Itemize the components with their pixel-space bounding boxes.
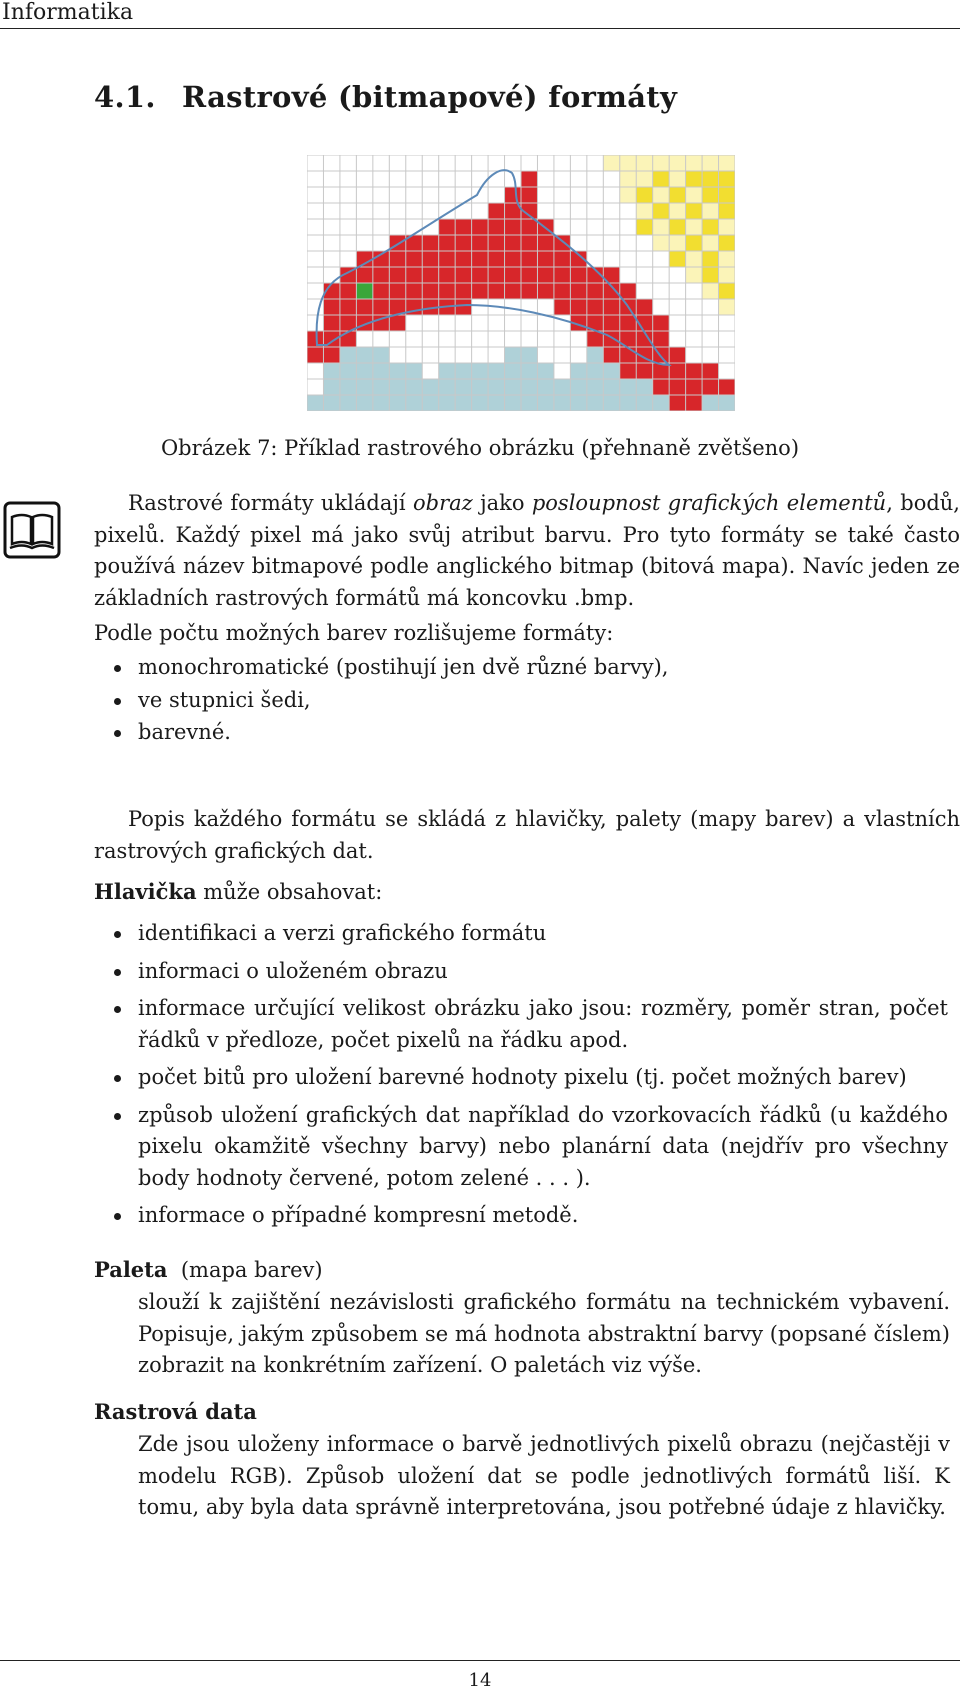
dolphin-pixel [620,283,636,299]
dolphin-pixel [554,299,570,315]
dolphin-pixel [505,187,521,203]
sun-pixel-light [653,235,669,251]
dolphin-pixel [505,283,521,299]
water-pixel [340,347,356,363]
water-pixel [340,395,356,411]
dolphin-pixel [455,251,471,267]
dolphin-pixel [653,379,669,395]
footer-rule [0,1660,960,1661]
water-pixel [356,363,372,379]
dolphin-pixel [488,219,504,235]
dolphin-pixel [455,235,471,251]
sun-pixel [669,251,685,267]
dolphin-pixel [521,251,537,267]
dolphin-pixel [719,379,735,395]
dolphin-pixel [669,347,685,363]
header-rule [0,28,960,29]
dolphin-pixel [439,283,455,299]
dolphin-pixel [488,251,504,267]
dolphin-pixel [406,283,422,299]
water-pixel [455,363,471,379]
water-pixel [389,395,405,411]
list-item: počet bitů pro uložení barevné hodnoty pixelu (tj. počet možných barev) [110,1062,948,1094]
water-pixel [702,395,718,411]
water-pixel [603,379,619,395]
sun-pixel-light [653,187,669,203]
dolphin-pixel [389,267,405,283]
water-pixel [570,379,586,395]
dolphin-pixel [603,299,619,315]
sun-pixel-light [620,187,636,203]
dolphin-eye-pixel [356,283,372,299]
intro-paragraph [94,488,960,614]
intro-text-e: , bodů, [886,491,960,515]
water-pixel [570,363,586,379]
sun-pixel-light [719,219,735,235]
sun-pixel-light [702,155,718,171]
dolphin-pixel [505,267,521,283]
dolphin-pixel [488,283,504,299]
sun-pixel-light [686,267,702,283]
dolphin-pixel [686,363,702,379]
water-pixel [406,363,422,379]
water-pixel [422,379,438,395]
dolphin-pixel [439,251,455,267]
dolphin-pixel [439,267,455,283]
water-pixel [587,347,603,363]
sun-pixel [669,187,685,203]
water-pixel [587,363,603,379]
water-pixel [356,379,372,395]
dolphin-pixel [587,283,603,299]
dolphin-pixel [323,315,339,331]
water-pixel [439,363,455,379]
water-pixel [505,347,521,363]
sun-pixel-light [702,203,718,219]
water-pixel [307,395,323,411]
dolphin-pixel [669,379,685,395]
water-pixel [587,379,603,395]
palette-subtitle: (mapa barev) [180,1258,323,1282]
sun-pixel [636,187,652,203]
sun-pixel-light [620,155,636,171]
dolphin-pixel [389,251,405,267]
dolphin-pixel [356,299,372,315]
header-intro-text: může obsahovat: [196,880,383,904]
header-intro [94,876,960,909]
intro-term-obraz: obraz [412,491,473,515]
dolphin-pixel [669,395,685,411]
dolphin-pixel [323,347,339,363]
dolphin-pixel [455,299,471,315]
dolphin-pixel [340,299,356,315]
list-item: monochromatické (postihují jen dvě různé barvy), [110,652,960,684]
sun-pixel-light [702,235,718,251]
list-item: identifikaci a verzi grafického formátu [110,918,948,950]
sun-pixel [702,267,718,283]
dolphin-pixel [521,171,537,187]
sun-pixel-light [719,267,735,283]
water-pixel [488,363,504,379]
sun-pixel [719,171,735,187]
dolphin-pixel [521,283,537,299]
dolphin-pixel [455,283,471,299]
water-pixel [521,363,537,379]
sun-pixel [719,235,735,251]
dolphin-pixel [356,267,372,283]
dolphin-pixel [521,235,537,251]
dolphin-pixel [406,267,422,283]
water-pixel [488,379,504,395]
water-pixel [455,395,471,411]
water-pixel [719,395,735,411]
dolphin-pixel [636,299,652,315]
sun-pixel-light [719,155,735,171]
sun-pixel-light [653,219,669,235]
sun-pixel [702,251,718,267]
running-header: Informatika [2,0,134,25]
dolphin-pixel [603,315,619,331]
colors-intro: Podle počtu možných barev rozlišujeme formáty: [94,621,614,645]
water-pixel [340,379,356,395]
sun-pixel [686,203,702,219]
water-pixel [472,379,488,395]
list-item: informaci o uloženém obrazu [110,956,948,988]
sun-pixel [636,219,652,235]
header-items-list [110,918,948,1232]
water-pixel [554,395,570,411]
dolphin-pixel [439,219,455,235]
dolphin-pixel [537,251,553,267]
water-pixel [537,363,553,379]
dolphin-pixel [373,267,389,283]
dolphin-pixel [505,219,521,235]
dolphin-pixel [472,251,488,267]
dolphin-pixel [505,235,521,251]
dolphin-pixel [570,267,586,283]
sun-pixel-light [686,219,702,235]
dolphin-pixel [422,283,438,299]
water-pixel [505,363,521,379]
dolphin-pixel [472,235,488,251]
water-pixel [422,395,438,411]
sun-pixel [686,235,702,251]
water-pixel [554,379,570,395]
water-pixel [603,395,619,411]
water-pixel [389,363,405,379]
section-number: 4.1. [94,80,156,114]
sun-pixel-light [686,155,702,171]
dolphin-pixel [439,235,455,251]
dolphin-pixel [521,187,537,203]
sun-pixel-light [603,155,619,171]
dolphin-pixel [570,283,586,299]
list-item: barevné. [110,717,960,749]
dolphin-pixel [373,283,389,299]
sun-pixel-light [719,251,735,267]
water-pixel [587,395,603,411]
dolphin-pixel [323,299,339,315]
dolphin-pixel [537,283,553,299]
intro-text-c: jako [472,491,532,515]
palette-heading [94,1254,960,1287]
dolphin-pixel [620,347,636,363]
dolphin-pixel [488,203,504,219]
water-pixel [521,395,537,411]
list-item: způsob uložení grafických dat například do vzorkovacích řádků (u každého pixelu okamžitě všechny barvy) nebo planární data (nejdřív pro všechny body hodnoty červené, potom zelené . . . ). [110,1100,948,1195]
water-pixel [521,347,537,363]
sun-pixel-light [636,155,652,171]
dolphin-pixel [389,283,405,299]
sun-pixel [702,187,718,203]
sun-pixel-light [669,235,685,251]
sun-pixel-light [636,171,652,187]
water-pixel [653,395,669,411]
sun-pixel-light [686,251,702,267]
water-pixel [406,379,422,395]
water-pixel [323,363,339,379]
raster-data-heading [94,1396,960,1429]
dolphin-pixel [422,251,438,267]
sun-pixel [702,171,718,187]
sun-pixel-light [669,171,685,187]
dolphin-pixel [570,299,586,315]
dolphin-pixel [373,299,389,315]
water-pixel [406,395,422,411]
dolphin-pixel [340,283,356,299]
dolphin-pixel [620,315,636,331]
sun-pixel-light [686,187,702,203]
dolphin-pixel [554,251,570,267]
dolphin-pixel [587,299,603,315]
dolphin-pixel [422,235,438,251]
dolphin-pixel [620,363,636,379]
dolphin-pixel [554,267,570,283]
sun-pixel-light [620,171,636,187]
water-pixel [373,347,389,363]
water-pixel [472,395,488,411]
dolphin-pixel [686,395,702,411]
raster-data-text: Zde jsou uloženy informace o barvě jednotlivých pixelů obrazu (nejčastěji v modelu RGB). Způsob uložení dat se podle jednotlivých formátů liší. K tomu, aby byla data správně interpretována, jsou potřebné údaje z hlavičky. [138,1432,950,1519]
water-pixel [620,379,636,395]
dolphin-pixel [389,315,405,331]
dolphin-pixel [488,267,504,283]
sun-pixel [669,219,685,235]
format-description: Popis každého formátu se skládá z hlavičky, palety (mapy barev) a vlastních rastrových grafických dat. [94,807,960,863]
list-item: informace o případné kompresní metodě. [110,1200,948,1232]
dolphin-pixel [521,267,537,283]
water-pixel [620,395,636,411]
dolphin-pixel [340,331,356,347]
dolphin-pixel [537,267,553,283]
dolphin-pixel [653,331,669,347]
sun-pixel-light [669,203,685,219]
figure-caption: Obrázek 7: Příklad rastrového obrázku (přehnaně zvětšeno) [160,436,800,460]
book-icon [2,500,62,560]
water-pixel [505,395,521,411]
dolphin-pixel [653,315,669,331]
dolphin-pixel [455,219,471,235]
water-pixel [521,379,537,395]
water-pixel [636,379,652,395]
dolphin-pixel [422,267,438,283]
dolphin-pixel [472,219,488,235]
sun-pixel [719,203,735,219]
water-pixel [570,395,586,411]
water-pixel [537,379,553,395]
water-pixel [488,395,504,411]
sun-pixel-light [669,155,685,171]
water-pixel [505,379,521,395]
dolphin-pixel [505,251,521,267]
water-pixel [340,363,356,379]
dolphin-pixel [537,235,553,251]
water-pixel [373,395,389,411]
palette-text: slouží k zajištění nezávislosti grafického formátu na technickém vybavení. Popisuje, jakým způsobem se má hodnota abstraktní barvy (popsané číslem) zobrazit na konkrétním zařízení. O paletách viz výše. [138,1290,950,1377]
dolphin-pixel [455,267,471,283]
sun-pixel-light [702,283,718,299]
water-pixel [389,379,405,395]
dolphin-pixel [686,379,702,395]
palette-term: Paleta [94,1257,168,1282]
water-pixel [356,395,372,411]
sun-pixel [686,171,702,187]
color-format-list [110,652,960,749]
page-number: 14 [468,1670,492,1691]
water-pixel [439,379,455,395]
water-pixel [455,379,471,395]
dolphin-pixel [702,379,718,395]
water-pixel [373,363,389,379]
water-pixel [373,379,389,395]
dolphin-pixel [406,251,422,267]
water-pixel [636,395,652,411]
list-item: informace určující velikost obrázku jako jsou: rozměry, poměr stran, počet řádků v předloze, počet pixelů na řádku apod. [110,993,948,1056]
sun-pixel-light [653,155,669,171]
water-pixel [603,363,619,379]
raster-data-term: Rastrová data [94,1399,257,1424]
dolphin-pixel [603,347,619,363]
water-pixel [323,379,339,395]
sun-pixel [719,283,735,299]
section-title: Rastrové (bitmapové) formáty [182,80,678,114]
dolphin-pixel [521,219,537,235]
dolphin-pixel [636,363,652,379]
sun-pixel [653,171,669,187]
sun-pixel-light [719,299,735,315]
water-pixel [356,347,372,363]
water-pixel [439,395,455,411]
dolphin-pixel [702,363,718,379]
sun-pixel-light [636,203,652,219]
raster-dolphin-figure [307,155,735,411]
sun-pixel [719,187,735,203]
sun-pixel [702,219,718,235]
water-pixel [323,395,339,411]
water-pixel [472,363,488,379]
dolphin-pixel [472,267,488,283]
dolphin-pixel [603,331,619,347]
list-item: ve stupnici šedi, [110,685,960,717]
water-pixel [537,395,553,411]
sun-pixel [653,203,669,219]
intro-text-rest: pixelů. Každý pixel má jako svůj atribut barvu. Pro tyto formáty se také často používá název bitmapové podle anglického bitmap (bitová mapa). Navíc jeden ze základních rastrových formátů má koncovku .bmp. [94,522,960,610]
dolphin-pixel [488,235,504,251]
dolphin-pixel [669,363,685,379]
intro-text-a: Rastrové formáty ukládají [128,491,413,515]
dolphin-pixel [554,283,570,299]
section-heading [94,80,677,114]
intro-term-sequence: posloupnost grafických elementů [531,491,887,515]
dolphin-pixel [307,347,323,363]
dolphin-pixel [472,283,488,299]
header-term: Hlavička [94,879,197,904]
